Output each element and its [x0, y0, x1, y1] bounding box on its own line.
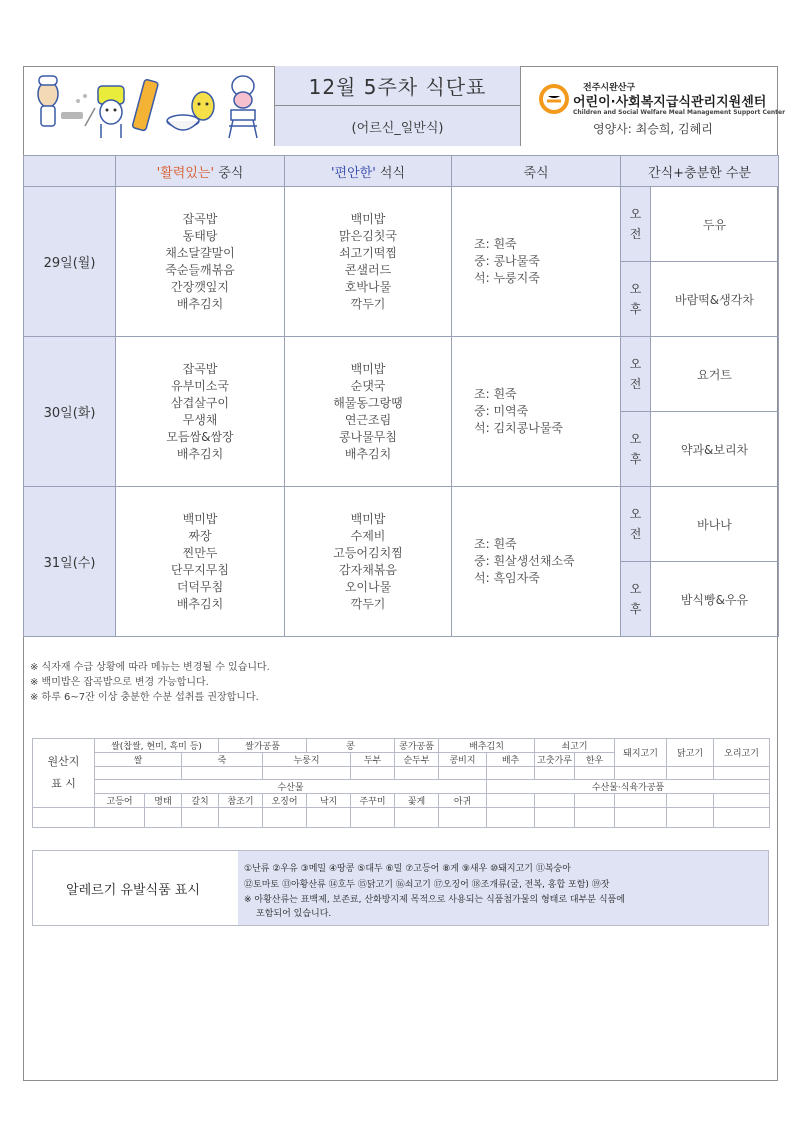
snack-pm: 약과&보리차 — [651, 412, 779, 487]
lunch-menu: 백미밥 짜장 찐만두 단무지무침 더덕무침 배추김치 — [116, 487, 285, 637]
time-label-am: 오 전 — [621, 487, 651, 562]
origin-item: 누룽지 — [263, 753, 351, 767]
organization-block — [520, 66, 786, 146]
origin-label: 원산지 표 시 — [33, 739, 95, 808]
snack-header: 간식+충분한 수분 — [621, 156, 779, 187]
snack-pm: 밤식빵&우유 — [651, 562, 779, 637]
allergy-list — [238, 851, 768, 925]
dinner-menu: 백미밥 순댓국 해물동그랑땡 연근조림 콩나물무침 배추김치 — [285, 337, 452, 487]
origin-item: 주꾸미 — [351, 794, 395, 808]
dinner-menu: 백미밥 수제비 고등어김치찜 감자채볶음 오이나물 깍두기 — [285, 487, 452, 637]
origin-item: 죽 — [182, 753, 263, 767]
origin-item: 명태 — [145, 794, 182, 808]
day-row — [24, 337, 779, 412]
time-label-pm: 오 후 — [621, 562, 651, 637]
day-date: 31일(수) — [24, 487, 116, 637]
allergy-note: 포함되어 있습니다. — [256, 909, 332, 919]
seafood-header: 수산물 — [95, 780, 487, 794]
origin-category: 콩가공품 — [395, 739, 439, 753]
day-date: 30일(화) — [24, 337, 116, 487]
page-subtitle: (어르신_일반식) — [275, 106, 520, 146]
lunch-header: '활력있는' 중식 — [116, 156, 285, 187]
origin-item: 오징어 — [263, 794, 307, 808]
allergy-note: ※ 아황산류는 표백제, 보존료, 산화방지제 목적으로 사용되는 식품첨가물의 형태로 대부분 식품에 — [244, 895, 625, 905]
origin-item: 두부 — [351, 753, 395, 767]
snack-am: 바나나 — [651, 487, 779, 562]
origin-category: 배추김치 — [439, 739, 535, 753]
porridge-menu: 조: 흰죽 중: 흰살생선채소죽 석: 흑임자죽 — [452, 487, 621, 637]
origin-item: 순두부 — [395, 753, 439, 767]
lunch-menu: 잡곡밥 유부미소국 삼겹살구이 무생채 모듬쌈&쌈장 배추김치 — [116, 337, 285, 487]
origin-table — [32, 738, 770, 828]
origin-category: 콩 — [307, 739, 395, 753]
origin-category: 쌀가공품 — [219, 739, 307, 753]
corner-cell — [24, 156, 116, 187]
allergy-line: ⑫토마토 ⑬아황산류 ⑭호두 ⑮닭고기 ⑯쇠고기 ⑰오징어 ⑱조개류(굴, 전복, 홍합 포함) ⑲잣 — [244, 880, 610, 890]
day-date: 29일(월) — [24, 187, 116, 337]
snack-am: 두유 — [651, 187, 779, 262]
time-label-am: 오 전 — [621, 337, 651, 412]
day-row — [24, 187, 779, 262]
organization-name: 어린이·사회복지급식관리지원센터 — [573, 95, 767, 110]
day-row — [24, 487, 779, 562]
snack-pm: 바람떡&생각차 — [651, 262, 779, 337]
snack-am: 요거트 — [651, 337, 779, 412]
dinner-menu: 백미밥 맑은김칫국 쇠고기떡찜 콘샐러드 호박나물 깍두기 — [285, 187, 452, 337]
nutritionist-names: 영양사: 최승희, 김혜리 — [593, 122, 713, 136]
origin-item: 쌀 — [95, 753, 182, 767]
origin-category: 닭고기 — [667, 739, 714, 767]
porridge-menu: 조: 흰죽 중: 콩나물죽 석: 누룽지죽 — [452, 187, 621, 337]
porridge-header: 죽식 — [452, 156, 621, 187]
notes — [30, 660, 270, 705]
allergy-section — [32, 850, 769, 926]
chef-illustration — [23, 66, 275, 146]
time-label-pm: 오 후 — [621, 262, 651, 337]
origin-item: 아귀 — [439, 794, 487, 808]
organization-region: 전주시완산구 — [583, 83, 636, 93]
origin-item: 고등어 — [95, 794, 145, 808]
organization-logo-icon — [539, 84, 569, 114]
origin-item: 갈치 — [182, 794, 219, 808]
porridge-menu: 조: 흰죽 중: 미역죽 석: 김치콩나물죽 — [452, 337, 621, 487]
allergy-label: 알레르기 유발식품 표시 — [66, 882, 200, 898]
dinner-header: '편안한' 석식 — [285, 156, 452, 187]
menu-header-row — [24, 156, 779, 187]
seafood-processed-header: 수산물·식육가공품 — [487, 780, 770, 794]
time-label-pm: 오 후 — [621, 412, 651, 487]
origin-item: 고춧가루 — [535, 753, 575, 767]
menu-table — [23, 155, 779, 637]
lunch-menu: 잡곡밥 동태탕 채소달걀말이 죽순들깨볶음 간장깻잎지 배추김치 — [116, 187, 285, 337]
page-header — [23, 66, 786, 146]
origin-category: 쇠고기 — [535, 739, 615, 753]
organization-english-name: Children and Social Welfare Meal Management Support Center — [573, 109, 786, 116]
origin-item: 한우 — [575, 753, 615, 767]
origin-item: 콩비지 — [439, 753, 487, 767]
origin-category: 오리고기 — [714, 739, 770, 767]
origin-category: 쌀(찹쌀, 현미, 흑미 등) — [95, 739, 219, 753]
allergy-line: ①난류 ②우유 ③메밀 ④땅콩 ⑤대두 ⑥밀 ⑦고등어 ⑧게 ⑨새우 ⑩돼지고기 ⑪복숭아 — [244, 864, 571, 874]
origin-item: 낙지 — [307, 794, 351, 808]
origin-item: 꽃게 — [395, 794, 439, 808]
origin-category: 돼지고기 — [615, 739, 667, 767]
origin-item: 배추 — [487, 753, 535, 767]
note: ※ 식자재 수급 상황에 따라 메뉴는 변경될 수 있습니다. — [30, 662, 270, 673]
time-label-am: 오 전 — [621, 187, 651, 262]
page-title: 12월 5주차 식단표 — [275, 66, 520, 106]
note: ※ 백미밥은 잡곡밥으로 변경 가능합니다. — [30, 677, 209, 688]
origin-item: 참조기 — [219, 794, 263, 808]
note: ※ 하루 6~7잔 이상 충분한 수분 섭취를 권장합니다. — [30, 692, 259, 703]
